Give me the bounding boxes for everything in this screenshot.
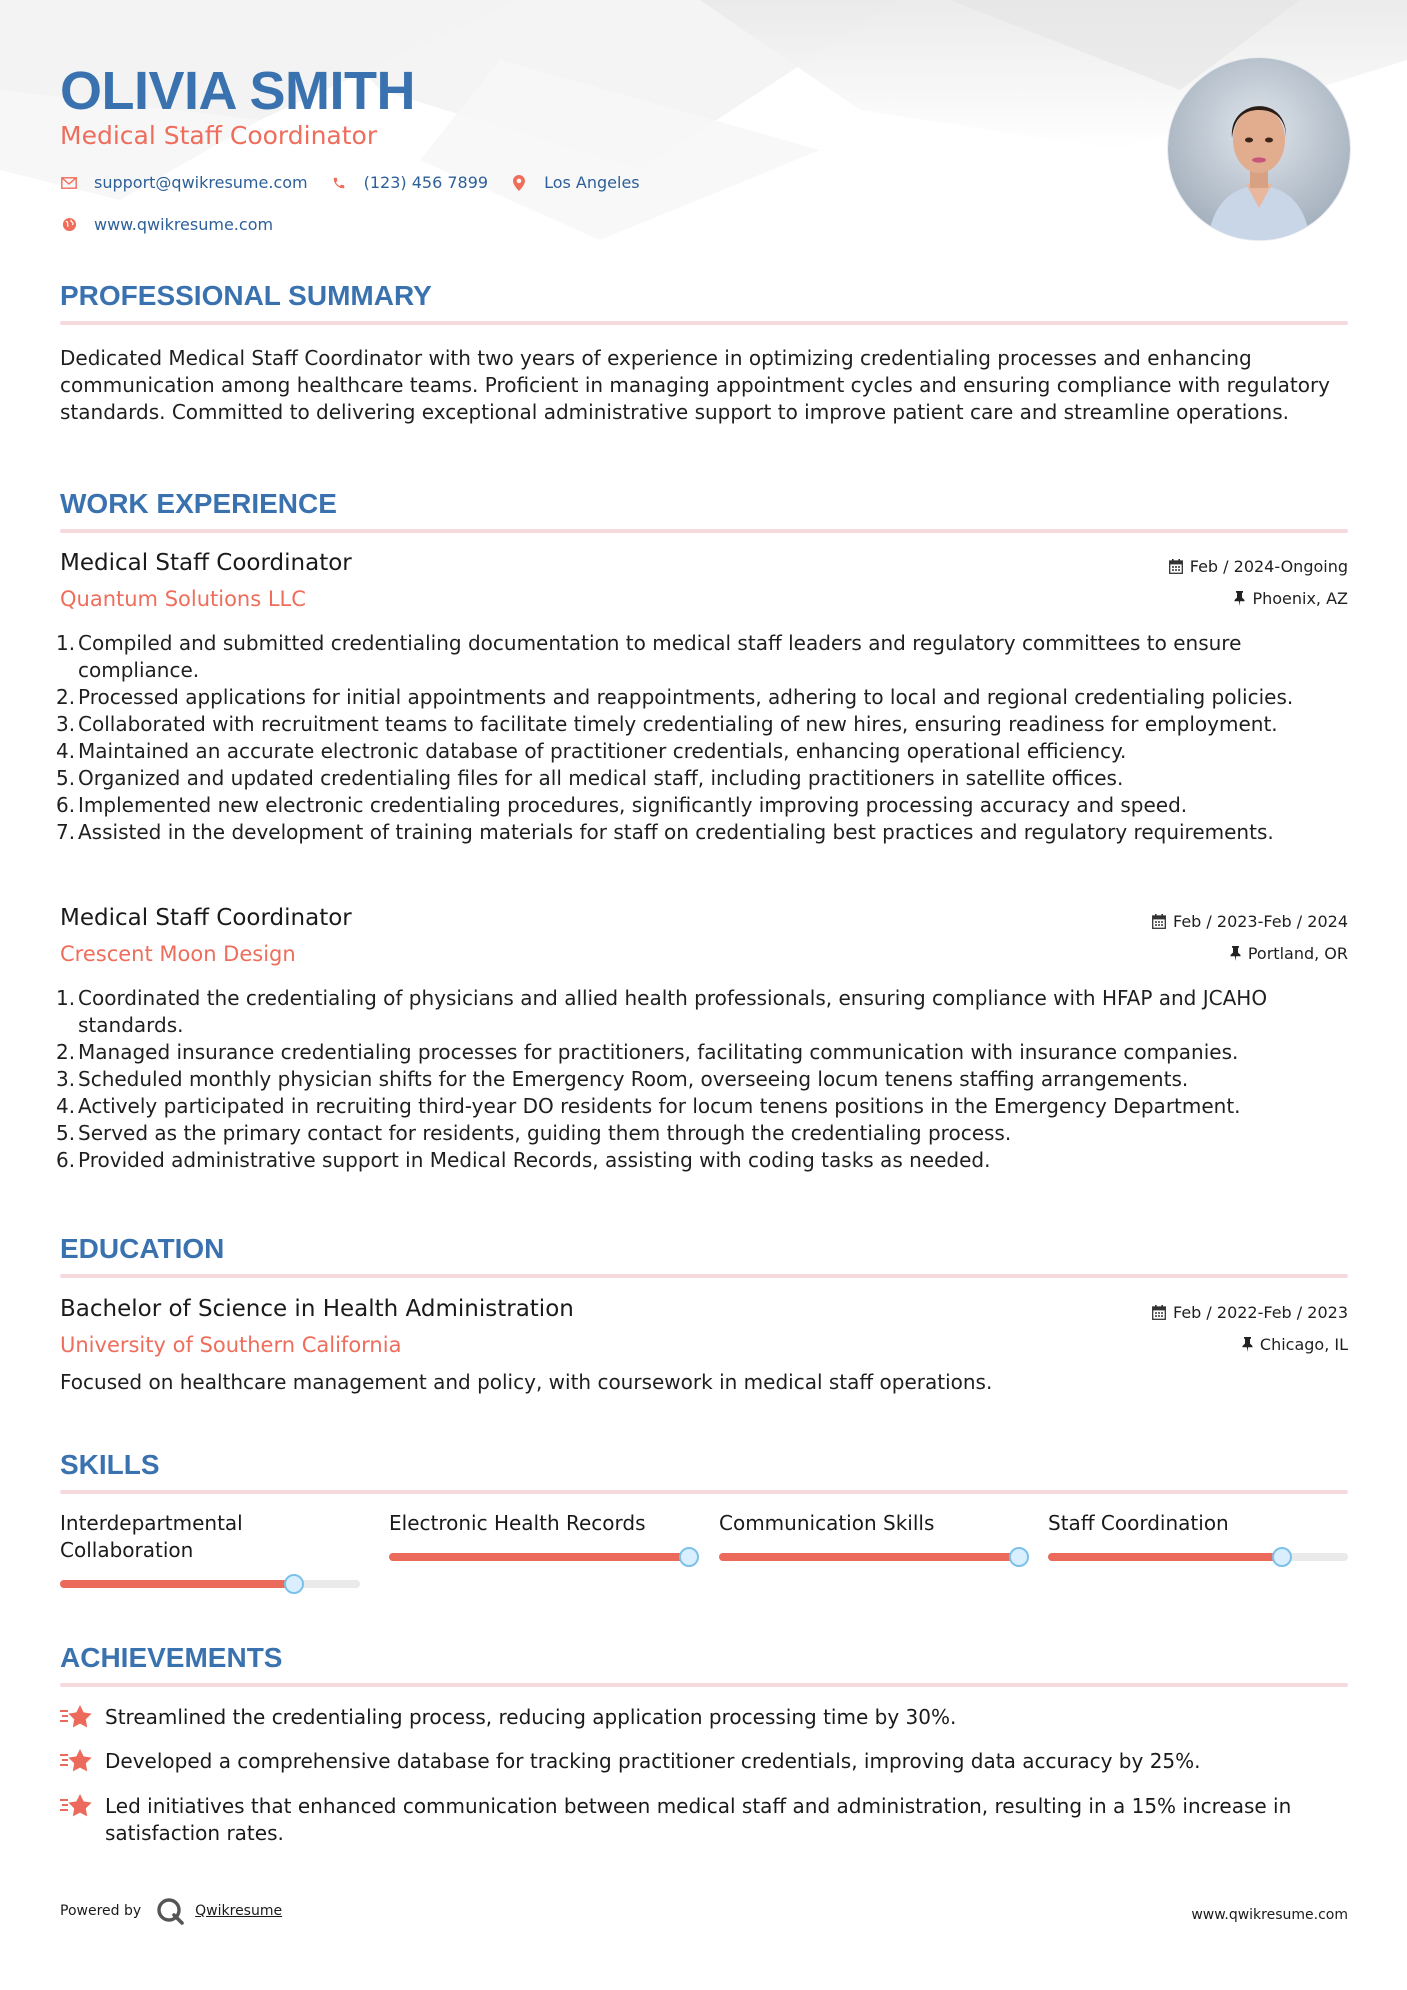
skill-name: Electronic Health Records bbox=[389, 1511, 646, 1535]
skill-bar-fill bbox=[719, 1553, 1019, 1561]
website-text: www.qwikresume.com bbox=[94, 215, 274, 234]
star-award-icon bbox=[60, 1747, 94, 1777]
contact-website[interactable] bbox=[60, 215, 273, 234]
job-company: Quantum Solutions LLC bbox=[60, 587, 306, 611]
skill-bar bbox=[60, 1580, 360, 1588]
list-item: 4. Actively participated in recruiting third-year DO residents for locum tenens positions in the Emergency Department. bbox=[56, 1094, 1241, 1118]
globe-icon bbox=[60, 216, 78, 234]
section-divider bbox=[60, 1490, 1348, 1494]
resume-page bbox=[56, 0, 1348, 1990]
skill-bar-fill bbox=[389, 1553, 689, 1561]
skill-item bbox=[60, 1510, 360, 1590]
achievement-text: Led initiatives that enhanced communication between medical staff and administration, resulting in a 15% increase in satisfaction rates. bbox=[105, 1794, 1292, 1845]
skill-item bbox=[389, 1510, 689, 1590]
summary-heading: PROFESSIONAL SUMMARY bbox=[60, 280, 432, 311]
skill-bar-fill bbox=[60, 1580, 294, 1588]
email-icon bbox=[60, 174, 78, 192]
contact-row bbox=[60, 173, 662, 192]
list-item: 6. Implemented new electronic credentialing procedures, significantly improving processing accuracy and speed. bbox=[56, 793, 1188, 817]
job-bullets bbox=[56, 630, 1348, 846]
skill-item bbox=[719, 1510, 1019, 1590]
contact-email[interactable] bbox=[60, 173, 308, 192]
section-divider bbox=[60, 1274, 1348, 1278]
list-item: 1. Coordinated the credentialing of physicians and allied health professionals, ensuring compliance with HFAP and JCAHO standards. bbox=[56, 986, 1268, 1037]
job-location bbox=[1230, 944, 1348, 963]
job-location bbox=[1234, 589, 1348, 608]
section-divider bbox=[60, 529, 1348, 533]
job-dates-text: Feb / 2023-Feb / 2024 bbox=[1173, 912, 1348, 931]
education-description: Focused on healthcare management and policy, with coursework in medical staff operations. bbox=[60, 1370, 993, 1394]
education-dates-text: Feb / 2022-Feb / 2023 bbox=[1173, 1303, 1348, 1322]
pushpin-icon bbox=[1234, 591, 1245, 606]
star-award-icon bbox=[60, 1792, 94, 1822]
pushpin-icon bbox=[1242, 1337, 1253, 1352]
job-company: Crescent Moon Design bbox=[60, 942, 296, 966]
job-role: Medical Staff Coordinator bbox=[60, 905, 352, 931]
achievement-item bbox=[60, 1704, 1348, 1733]
list-item: 3. Collaborated with recruitment teams to facilitate timely credentialing of new hires, ensuring readiness for employment. bbox=[56, 712, 1278, 736]
calendar-icon bbox=[1152, 1305, 1166, 1320]
section-divider bbox=[60, 1683, 1348, 1687]
pushpin-icon bbox=[1230, 946, 1241, 961]
skill-bar-knob bbox=[1272, 1547, 1292, 1567]
list-item: 3. Scheduled monthly physician shifts for the Emergency Room, overseeing locum tenens staffing arrangements. bbox=[56, 1067, 1189, 1091]
skill-bar-knob bbox=[1009, 1547, 1029, 1567]
skill-item bbox=[1048, 1510, 1348, 1590]
footer-powered-by bbox=[60, 1896, 282, 1926]
list-item: 1. Compiled and submitted credentialing documentation to medical staff leaders and regulatory committees to ensure compliance. bbox=[56, 631, 1242, 682]
job-location-text: Phoenix, AZ bbox=[1252, 589, 1348, 608]
list-item: 2. Managed insurance credentialing processes for practitioners, facilitating communication with insurance companies. bbox=[56, 1040, 1239, 1064]
achievement-text: Developed a comprehensive database for tracking practitioner credentials, improving data accuracy by 25%. bbox=[105, 1749, 1201, 1773]
education-degree: Bachelor of Science in Health Administration bbox=[60, 1296, 574, 1322]
contact-phone[interactable] bbox=[330, 173, 488, 192]
location-text: Los Angeles bbox=[544, 173, 640, 192]
location-pin-icon bbox=[510, 174, 528, 192]
job-role: Medical Staff Coordinator bbox=[60, 550, 352, 576]
section-divider bbox=[60, 321, 1348, 325]
job-dates-text: Feb / 2024-Ongoing bbox=[1189, 557, 1348, 576]
achievement-text: Streamlined the credentialing process, reducing application processing time by 30%. bbox=[105, 1705, 957, 1729]
calendar-icon bbox=[1169, 559, 1183, 574]
qwikresume-link[interactable]: Qwikresume bbox=[195, 1903, 283, 1919]
education-location bbox=[1242, 1335, 1348, 1354]
list-item: 2. Processed applications for initial appointments and reappointments, adhering to local and regional credentialing policies. bbox=[56, 685, 1294, 709]
job-location-text: Portland, OR bbox=[1247, 944, 1348, 963]
job-dates bbox=[1152, 912, 1348, 931]
skill-bar-fill bbox=[1048, 1553, 1282, 1561]
candidate-title: Medical Staff Coordinator bbox=[60, 121, 378, 150]
job-entry bbox=[56, 550, 1348, 880]
skill-bar-knob bbox=[284, 1574, 304, 1594]
skill-bar bbox=[389, 1553, 689, 1561]
phone-text: (123) 456 7899 bbox=[363, 173, 489, 192]
skills-heading: SKILLS bbox=[60, 1449, 160, 1480]
list-item: 6. Provided administrative support in Medical Records, assisting with coding tasks as needed. bbox=[56, 1148, 991, 1172]
achievement-item bbox=[60, 1793, 1348, 1847]
job-bullets bbox=[56, 985, 1348, 1174]
skill-bar bbox=[719, 1553, 1019, 1561]
education-location-text: Chicago, IL bbox=[1259, 1335, 1348, 1354]
contact-location bbox=[510, 173, 640, 192]
phone-icon bbox=[330, 174, 348, 192]
calendar-icon bbox=[1152, 914, 1166, 929]
education-school: University of Southern California bbox=[60, 1333, 402, 1357]
contact-row-website bbox=[60, 215, 295, 234]
list-item: 4. Maintained an accurate electronic database of practitioner credentials, enhancing operational efficiency. bbox=[56, 739, 1127, 763]
achievement-item bbox=[60, 1748, 1348, 1777]
list-item: 5. Served as the primary contact for residents, guiding them through the credentialing process. bbox=[56, 1121, 1012, 1145]
achievements-heading: ACHIEVEMENTS bbox=[60, 1642, 283, 1673]
skill-name: Interdepartmental Collaboration bbox=[60, 1511, 243, 1562]
candidate-name: OLIVIA SMITH bbox=[60, 61, 415, 121]
skill-name: Staff Coordination bbox=[1048, 1511, 1229, 1535]
experience-heading: WORK EXPERIENCE bbox=[60, 488, 337, 519]
education-dates bbox=[1152, 1303, 1348, 1322]
email-text: support@qwikresume.com bbox=[94, 173, 308, 192]
star-award-icon bbox=[60, 1703, 94, 1733]
list-item: 7. Assisted in the development of training materials for staff on credentialing best practices and regulatory requirements. bbox=[56, 820, 1274, 844]
education-heading: EDUCATION bbox=[60, 1233, 225, 1264]
job-entry bbox=[56, 905, 1348, 1195]
skill-bar bbox=[1048, 1553, 1348, 1561]
footer-website[interactable]: www.qwikresume.com bbox=[1191, 1907, 1348, 1923]
skill-name: Communication Skills bbox=[719, 1511, 935, 1535]
list-item: 5. Organized and updated credentialing files for all medical staff, including practitioners in satellite offices. bbox=[56, 766, 1124, 790]
powered-by-label: Powered by bbox=[60, 1903, 142, 1919]
skill-bar-knob bbox=[679, 1547, 699, 1567]
summary-text: Dedicated Medical Staff Coordinator with two years of experience in optimizing credentialing processes and enhancing communication among healthcare teams. Proficient in managing appointment cycles and ensuring compliance with regulatory standards. Committed to delivering exceptional administrative support to improve patient care and streamline operations. bbox=[60, 346, 1331, 424]
job-dates bbox=[1169, 557, 1348, 576]
qwikresume-logo-icon bbox=[155, 1896, 185, 1926]
profile-photo bbox=[1168, 58, 1350, 240]
